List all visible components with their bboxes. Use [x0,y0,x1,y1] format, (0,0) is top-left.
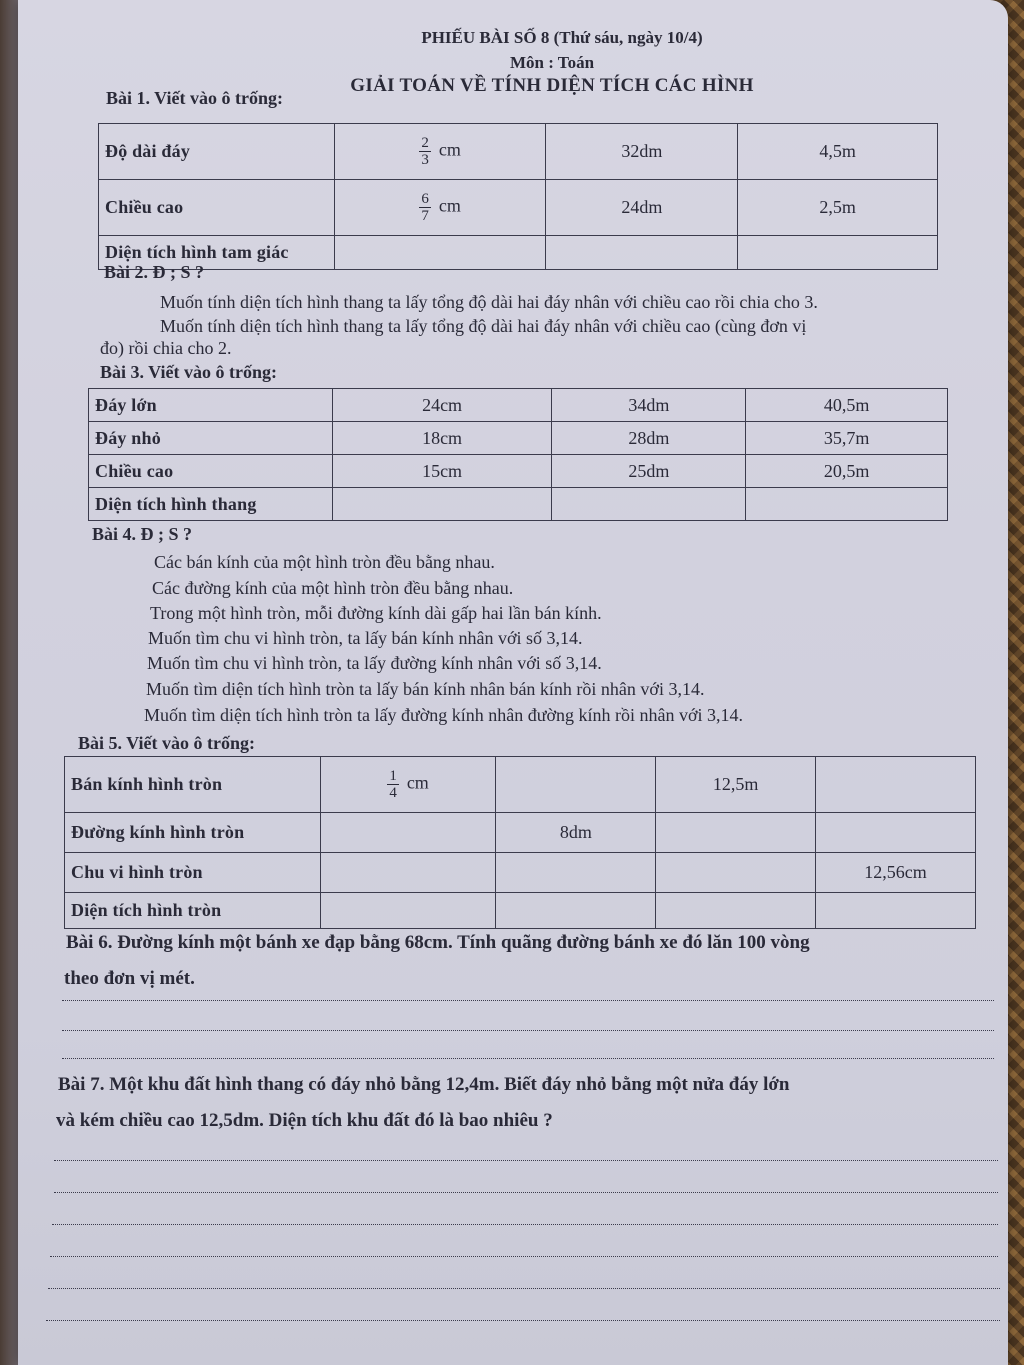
row-label: Đường kính hình tròn [65,813,321,853]
statement: Muốn tính diện tích hình thang ta lấy tổng độ dài hai đáy nhân với chiều cao (cùng đơn vị [160,316,807,336]
table-cell: 20,5m [746,455,948,488]
table-row [65,757,976,813]
statement: Các bán kính của một hình tròn đều bằng nhau. [154,552,495,572]
blank-answer-cell[interactable] [334,236,546,270]
table-cell: 2,5m [738,180,938,236]
blank-answer-cell[interactable] [746,488,948,521]
fraction-cell: $\frac{1}{4}$ cm [320,757,496,813]
table-row [99,236,938,270]
answer-line[interactable] [62,1000,994,1001]
statement: Muốn tìm diện tích hình tròn ta lấy đường kính nhân đường kính rồi nhân với 3,14. [144,705,744,725]
statement: Muốn tính diện tích hình thang ta lấy tổng độ dài hai đáy nhân với chiều cao rồi chia cho 3. [160,292,818,312]
blank-answer-cell[interactable] [320,853,496,893]
table-row [89,488,948,521]
row-label: Diện tích hình tròn [65,893,321,929]
row-label: Diện tích hình tam giác [99,236,335,270]
blank-answer-cell[interactable] [320,813,496,853]
blank-answer-cell[interactable] [816,893,976,929]
row-label: Bán kính hình tròn [65,757,321,813]
bai2-title: Bài 2. Đ ; S ? [104,262,205,282]
bai5-table [64,756,976,929]
answer-line[interactable] [52,1224,998,1225]
bai4-title: Bài 4. Đ ; S ? [92,524,193,544]
bai5-title: Bài 5. Viết vào ô trống: [78,733,255,753]
answer-line[interactable] [62,1058,994,1059]
bai1-table [98,123,938,270]
row-label: Chiều cao [89,455,333,488]
answer-line[interactable] [50,1256,998,1257]
worksheet-title: PHIẾU BÀI SỐ 8 (Thứ sáu, ngày 10/4) [421,28,703,47]
bai6-problem: Bài 6. Đường kính một bánh xe đạp bằng 68cm. Tính quãng đường bánh xe đó lăn 100 vòng [66,932,810,953]
blank-answer-cell[interactable] [656,813,816,853]
statement: Muốn tìm chu vi hình tròn, ta lấy bán kính nhân với số 3,14. [148,628,583,648]
table-row [65,813,976,853]
table-row [65,853,976,893]
blank-answer-cell[interactable] [656,853,816,893]
table-row [89,389,948,422]
subject-line: Môn : Toán [509,53,595,72]
blank-answer-cell[interactable] [816,813,976,853]
table-cell: 4,5m [738,124,938,180]
blank-answer-cell[interactable] [552,488,746,521]
bai7-problem: Bài 7. Một khu đất hình thang có đáy nhỏ bằng 12,4m. Biết đáy nhỏ bằng một nửa đáy lớn [58,1074,790,1095]
table-row [99,124,938,180]
table-cell: 12,56cm [816,853,976,893]
fraction-cell: $\frac{6}{7}$ cm [334,180,546,236]
table-cell: 40,5m [746,389,948,422]
table-cell: 32dm [546,124,738,180]
answer-line[interactable] [62,1030,994,1031]
bai3-title: Bài 3. Viết vào ô trống: [100,362,277,382]
fraction-cell: $\frac{2}{3}$ cm [334,124,546,180]
bai1-title: Bài 1. Viết vào ô trống: [106,88,283,108]
table-row [65,893,976,929]
bai6-problem-continued: theo đơn vị mét. [64,968,195,989]
table-cell: 28dm [552,422,746,455]
table-row [99,180,938,236]
answer-line[interactable] [48,1288,1000,1289]
table-cell: 15cm [332,455,552,488]
statement: Muốn tìm chu vi hình tròn, ta lấy đường kính nhân với số 3,14. [147,653,602,673]
fraction: $\frac{2}{3}$ [421,135,429,168]
answer-line[interactable] [54,1192,998,1193]
blank-answer-cell[interactable] [332,488,552,521]
answer-line[interactable] [46,1320,1000,1321]
answer-line[interactable] [54,1160,998,1161]
statement: Các đường kính của một hình tròn đều bằng nhau. [152,578,514,598]
table-cell: 8dm [496,813,656,853]
blank-answer-cell[interactable] [738,236,938,270]
row-label: Độ dài đáy [99,124,335,180]
blank-answer-cell[interactable] [546,236,738,270]
table-cell: 34dm [552,389,746,422]
bai7-problem-continued: và kém chiều cao 12,5dm. Diện tích khu đất đó là bao nhiêu ? [56,1110,553,1131]
table-cell: 24dm [546,180,738,236]
blank-answer-cell[interactable] [320,893,496,929]
row-label: Chiều cao [99,180,335,236]
fraction: $\frac{1}{4}$ [389,768,397,801]
blank-answer-cell[interactable] [496,853,656,893]
statement: Muốn tìm diện tích hình tròn ta lấy bán kính nhân bán kính rồi nhân với 3,14. [146,679,705,699]
row-label: Đáy lớn [89,389,333,422]
table-cell: 25dm [552,455,746,488]
row-label: Đáy nhỏ [89,422,333,455]
table-cell: 35,7m [746,422,948,455]
topic-heading: GIẢI TOÁN VỀ TÍNH DIỆN TÍCH CÁC HÌNH [350,75,754,96]
table-row [89,422,948,455]
statement: Trong một hình tròn, mỗi đường kính dài gấp hai lần bán kính. [150,603,602,623]
blank-answer-cell[interactable] [656,893,816,929]
row-label: Diện tích hình thang [89,488,333,521]
table-cell: 12,5m [656,757,816,813]
fraction: $\frac{6}{7}$ [421,191,429,224]
statement-continued: đo) rồi chia cho 2. [100,338,232,358]
table-cell: 24cm [332,389,552,422]
row-label: Chu vi hình tròn [65,853,321,893]
blank-answer-cell[interactable] [816,757,976,813]
table-row [89,455,948,488]
table-cell: 18cm [332,422,552,455]
bai3-table [88,388,948,521]
blank-answer-cell[interactable] [496,893,656,929]
blank-answer-cell[interactable] [496,757,656,813]
